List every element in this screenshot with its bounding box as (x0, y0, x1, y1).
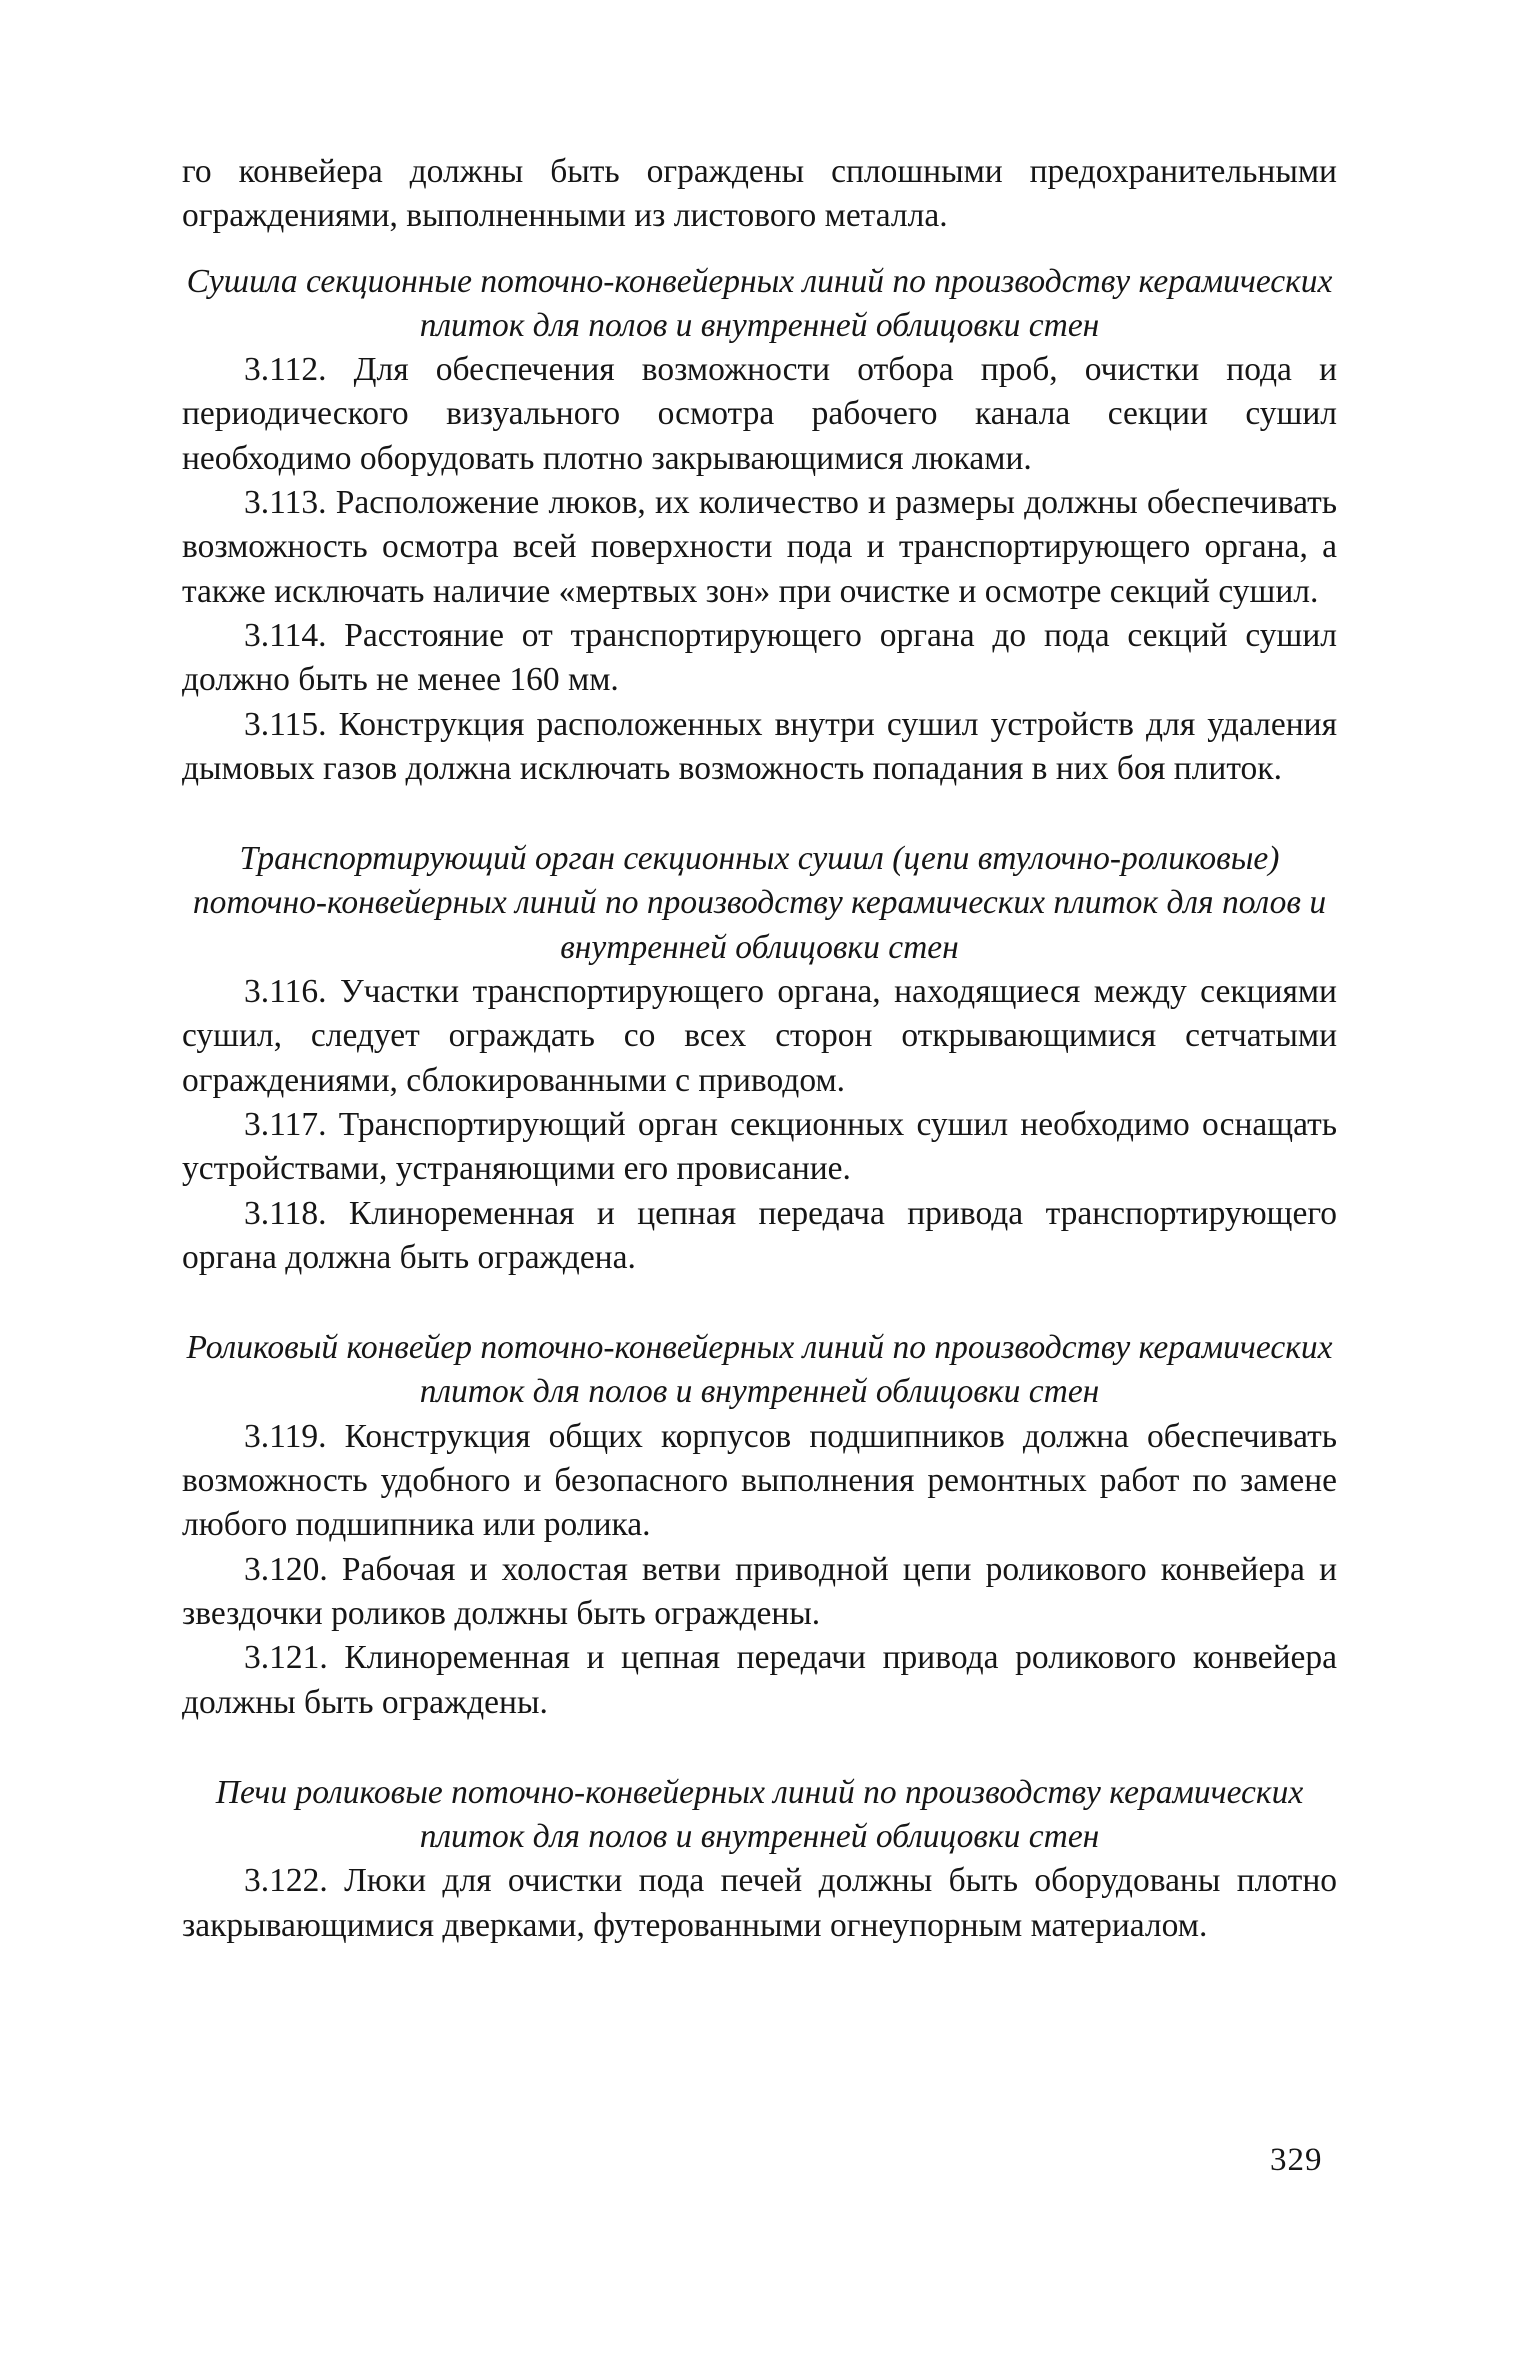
page-number: 329 (1270, 2142, 1323, 2178)
paragraph-3-112: 3.112. Для обеспечения возможности отбора проб, очистки пода и периодического визуального осмотра рабочего канала секции сушил необходимо оборудовать плотно закрывающимися люками. (182, 351, 1337, 477)
paragraph-3-119: 3.119. Конструкция общих корпусов подшипников должна обеспечивать возможность удобного и безопасного выполнения ремонтных работ по замене любого подшипника или ролика. (182, 1417, 1337, 1544)
paragraph-3-113: 3.113. Расположение люков, их количество и размеры должны обеспечивать возможность осмотра всей поверхности пода и транспортирующего органа, а также исключать наличие «мертвых зон» при очистке и осмотре секций сушил. (182, 484, 1337, 610)
paragraph-3-122: 3.122. Люки для очистки пода печей должны быть оборудованы плотно закрывающимися дверками, футерованными огнеупорным материалом. (182, 1862, 1337, 1944)
section-transport-organ (182, 837, 1337, 1280)
section-roller-kilns (182, 1771, 1337, 1948)
page-content (182, 150, 1337, 1948)
section-heading: Роликовый конвейер поточно-конвейерных линий по производству керамических плиток для полов и внутренней облицовки стен (186, 1329, 1333, 1411)
section-dryers (182, 260, 1337, 792)
section-heading: Сушила секционные поточно-конвейерных линий по производству керамических плиток для полов и внутренней облицовки стен (186, 262, 1333, 344)
paragraph-3-120: 3.120. Рабочая и холостая ветви приводной цепи роликового конвейера и звездочки роликов должны быть ограждены. (182, 1550, 1337, 1632)
section-heading: Транспортирующий орган секционных сушил (цепи втулочно-роликовые) поточно-конвейерных линий по производству керамических плиток для полов и внутренней облицовки стен (192, 840, 1327, 966)
paragraph-3-114: 3.114. Расстояние от транспортирующего органа до пода секций сушил должно быть не менее 160 мм. (182, 616, 1337, 699)
paragraph-3-118: 3.118. Клиноременная и цепная передача привода транспортирующего органа должна быть ограждена. (182, 1194, 1337, 1276)
paragraph-3-115: 3.115. Конструкция расположенных внутри сушил устройств для удаления дымовых газов должна исключать возможность попадания в них боя плиток. (182, 705, 1337, 787)
paragraph-3-116: 3.116. Участки транспортирующего органа, находящиеся между секциями сушил, следует ограждать со всех сторон открывающимися сетчатыми ограждениями, сблокированными с приводом. (182, 973, 1337, 1099)
intro-paragraph: го конвейера должны быть ограждены сплошными предохранительными ограждениями, выполненными из листового металла. (182, 153, 1337, 235)
section-roller-conveyor (182, 1326, 1337, 1725)
section-heading: Печи роликовые поточно-конвейерных линий по производству керамических плиток для полов и внутренней облицовки стен (215, 1773, 1304, 1856)
paragraph-3-121: 3.121. Клиноременная и цепная передачи привода роликового конвейера должны быть ограждены. (182, 1639, 1337, 1721)
paragraph-3-117: 3.117. Транспортирующий орган секционных сушил необходимо оснащать устройствами, устраняющими его провисание. (182, 1105, 1337, 1188)
